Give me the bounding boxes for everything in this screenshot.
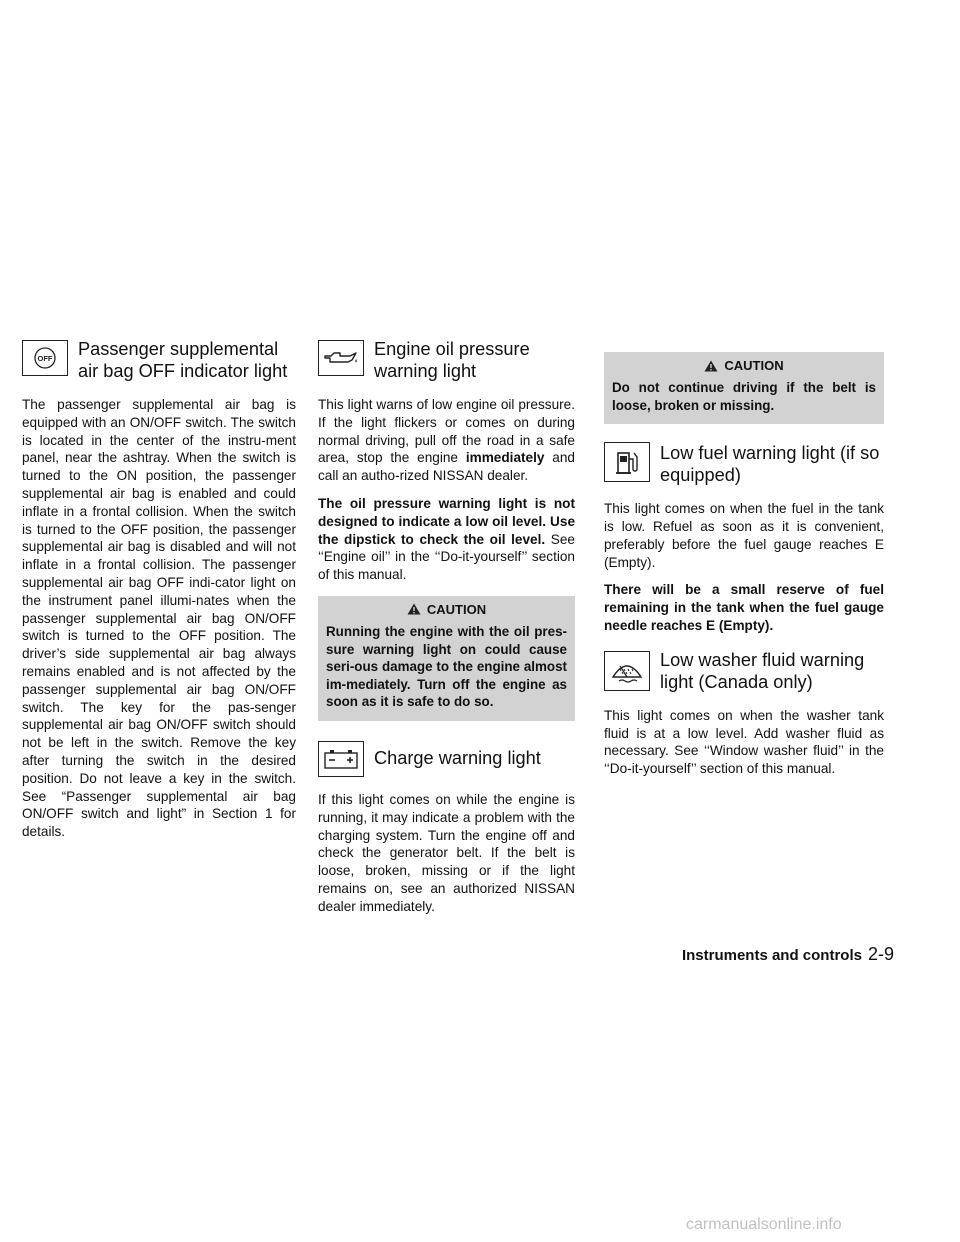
belt-caution-header xyxy=(612,358,876,373)
fuel-pump-icon xyxy=(604,442,650,482)
column-1 xyxy=(22,338,296,851)
fuel-heading xyxy=(604,440,884,486)
page-footer xyxy=(604,944,894,965)
fuel-paragraph-2: There will be a small reserve of fuel remaining in the tank when the fuel gauge needle reaches E (Empty). xyxy=(604,582,884,633)
airbag-off-icon xyxy=(22,340,68,376)
page-number: 2-9 xyxy=(867,944,894,964)
warning-triangle-icon xyxy=(704,360,718,372)
oil-caution-header xyxy=(326,602,567,617)
fuel-title: Low fuel warning light (if so equipped) xyxy=(660,443,880,486)
oil-paragraph-2 xyxy=(318,495,575,584)
belt-caution-title: CAUTION xyxy=(724,358,784,373)
airbag-heading xyxy=(22,338,296,382)
oil-title: Engine oil pressure warning light xyxy=(374,339,530,381)
oil-p1-b: and call an autho-rized NISSAN dealer. xyxy=(318,450,575,484)
washer-title: Low washer fluid warning light (Canada only) xyxy=(660,649,865,692)
belt-caution-box xyxy=(604,352,884,424)
airbag-title: Passenger supplemental air bag OFF indicator light xyxy=(78,339,288,381)
charge-heading xyxy=(318,739,575,777)
oil-paragraph-1 xyxy=(318,396,575,485)
charge-title: Charge warning light xyxy=(374,747,541,768)
belt-caution-text: Do not continue driving if the belt is loose, broken or missing. xyxy=(612,380,876,413)
washer-fluid-icon xyxy=(604,651,650,691)
charge-body: If this light comes on while the engine is running, it may indicate a problem with the charging system. Turn the engine off and check the generator belt. If the belt is loose, broken, missing or if the light remains on, see an authorized NISSAN dealer immediately. xyxy=(318,791,575,914)
oil-caution-box xyxy=(318,596,575,721)
svg-text:OFF: OFF xyxy=(37,354,53,363)
warning-triangle-icon xyxy=(407,603,421,615)
oil-pressure-icon xyxy=(318,340,364,376)
oil-p1-a: This light warns of low engine oil pressure. If the light flickers or comes on during normal driving, pull off the road in a safe area, stop the engine xyxy=(318,397,575,466)
washer-heading xyxy=(604,649,884,693)
footer-section: Instruments and controls xyxy=(681,947,862,964)
column-3 xyxy=(604,352,884,788)
oil-p2-rest: See ‘‘Engine oil’’ in the ‘‘Do-it-yourself’’ section of this manual. xyxy=(318,531,575,583)
column-2 xyxy=(318,338,575,926)
oil-heading xyxy=(318,338,575,382)
oil-p2-bold: The oil pressure warning light is not designed to indicate a low oil level. Use the dipstick to check the oil level. xyxy=(318,495,575,547)
airbag-body: The passenger supplemental air bag is equipped with an ON/OFF switch. The switch is located in the center of the instru-ment panel, near the ashtray. When the switch is turned to the ON position, the passenger supplemental air bag is enabled and could inflate in a frontal collision. When the switch is turned to the OFF position, the passenger supplemental air bag is disabled and will not inflate in a frontal collision. The passenger supplemental air bag OFF indi-cator light on the instrument panel illumi-nates when the passenger supplemental air bag ON/OFF switch is turned to the OFF position. The driver’s side supplemental air bag always remains enabled and is not affected by the passenger supplemental air bag ON/OFF switch. The key for the pas-senger supplemental air bag ON/OFF switch should not be left in the switch. Remove the key after turning the switch in the desired position. Do not leave a key in the switch. See “Passenger supplemental air bag ON/OFF switch and light” in Section 1 for details. xyxy=(22,397,296,840)
oil-caution-title: CAUTION xyxy=(426,601,487,617)
oil-p1-bold: immediately xyxy=(465,450,545,466)
washer-body: This light comes on when the washer tank fluid is at a low level. Add washer fluid as necessary. See ‘‘Window washer fluid’’ in the ‘‘Do-it-yourself’’ section of this manual. xyxy=(604,707,884,777)
watermark: carmanualsonline.info xyxy=(686,1216,842,1233)
battery-icon xyxy=(318,741,364,777)
oil-caution-text: Running the engine with the oil pres-sure warning light on could cause seri-ous damage to the engine almost im-mediately. Turn off the engine as soon as it is safe to do so. xyxy=(326,623,567,710)
fuel-paragraph-1: This light comes on when the fuel in the tank is low. Refuel as soon as it is convenient, preferably before the fuel gauge reaches E (Empty). xyxy=(604,501,884,570)
